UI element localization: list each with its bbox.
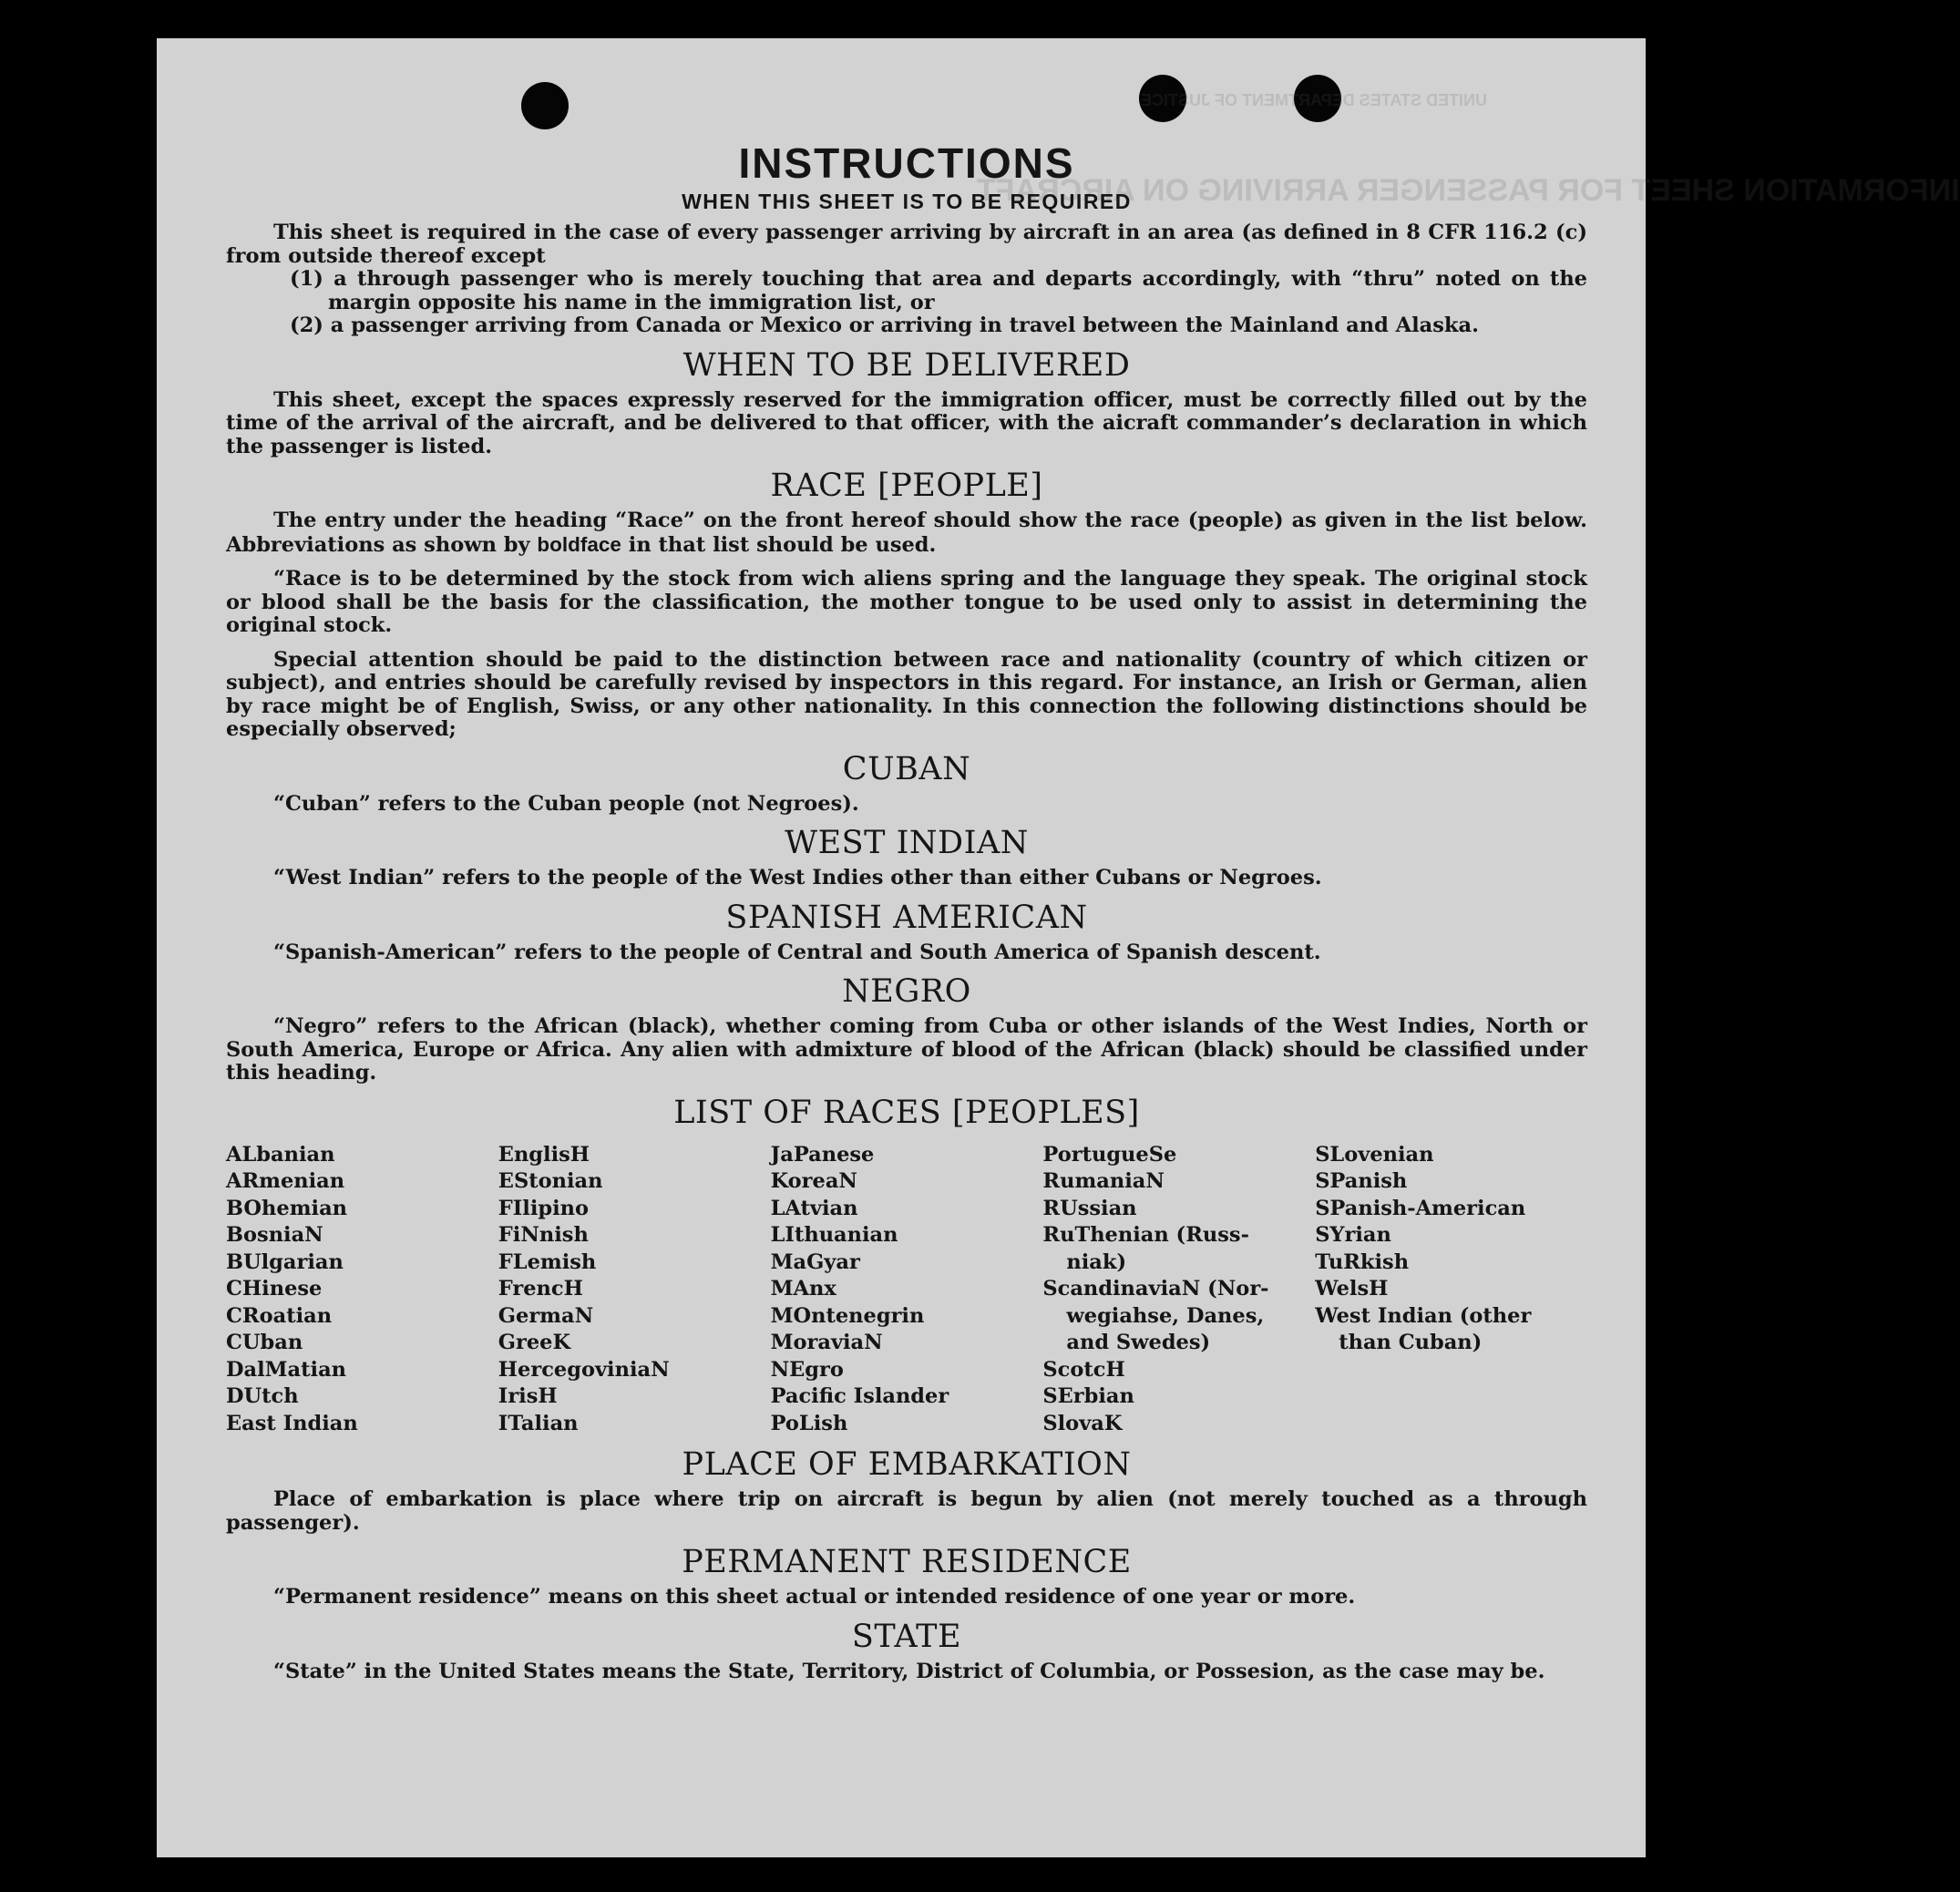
cuban-heading: CUBAN [842, 750, 971, 787]
residence-text: “Permanent residence” means on this sheet actual or intended residence of one year or more. [273, 1585, 1356, 1609]
race-entry: LAtvian [770, 1196, 858, 1220]
race-heading: RACE [PEOPLE] [770, 468, 1043, 504]
race-entry-continuation: and Swedes) [1066, 1331, 1211, 1354]
punch-hole [521, 82, 569, 129]
race-entry: WelsH [1315, 1277, 1389, 1301]
race-entry: SLovenian [1315, 1142, 1434, 1167]
race-entry: FiNnish [498, 1223, 589, 1247]
instructions-title: INSTRUCTIONS [738, 139, 1075, 187]
race-entry: GreeK [498, 1331, 571, 1354]
race-entry: East Indian [226, 1411, 358, 1435]
race-entry: KoreaN [770, 1169, 857, 1193]
required-exception-2: (2) a passenger arriving from Canada or Mexico or arriving in travel between the Mainland and Alaska. [290, 314, 1479, 337]
race-entry: NEgro [770, 1357, 844, 1382]
west-indian-heading: WEST INDIAN [785, 825, 1029, 861]
delivered-heading: WHEN TO BE DELIVERED [682, 346, 1131, 384]
race-entry: MOntenegrin [770, 1303, 925, 1328]
race-entry: HercegoviniaN [498, 1357, 670, 1382]
race-entry: ALbanian [226, 1142, 335, 1167]
race-entry: BosniaN [226, 1223, 323, 1247]
race-entry: RUssian [1042, 1196, 1137, 1220]
race-entry: FIlipino [498, 1196, 590, 1220]
embarkation-text: Place of embarkation is place where trip on aircraft is begun by alien (not merely touched as a through passenger). [226, 1487, 1587, 1535]
race-entry: FrencH [498, 1277, 583, 1301]
negro-text: “Negro” refers to the African (black), whether coming from Cuba or other islands of the West Indies, North or South America, Europe or Africa. Any alien with admixture of blood of the African (black) should be classified under this heading. [226, 1014, 1587, 1085]
race-entry: RuThenian (Russ- [1042, 1223, 1249, 1247]
race-entry: CUban [226, 1331, 303, 1354]
race-entry: DUtch [226, 1384, 299, 1408]
race-entry: EnglisH [498, 1142, 590, 1167]
race-entry: West Indian (other [1315, 1303, 1532, 1328]
race-entry-continuation: niak) [1066, 1249, 1127, 1274]
race-entry: CRoatian [226, 1303, 333, 1328]
race-entry: RumaniaN [1042, 1169, 1165, 1193]
race-entry: SYrian [1315, 1223, 1391, 1247]
race-entry: IrisH [498, 1384, 558, 1408]
bleed-through-text: INFORMATION SHEET FOR PASSENGER ARRIVING ON AIRCRAFT [977, 173, 1960, 208]
race-entry-continuation: wegiahse, Danes, [1066, 1303, 1265, 1328]
race-paragraph-2: “Race is to be determined by the stock from wich aliens spring and the language they speak. The original stock or blood shall be the basis for the classification, the mother tongue to be used only to assist in determining the original stock. [226, 567, 1587, 637]
negro-heading: NEGRO [842, 973, 971, 1010]
race-entry: PoLish [770, 1411, 848, 1435]
list-of-races-heading: LIST OF RACES [PEOPLES] [673, 1094, 1140, 1131]
race-entry: LIthuanian [770, 1223, 898, 1247]
races-column-2 [498, 1142, 771, 1438]
races-column-1 [226, 1142, 498, 1438]
race-entry-continuation: than Cuban) [1339, 1331, 1483, 1354]
race-entry: PortugueSe [1042, 1142, 1177, 1167]
west-indian-text: “West Indian” refers to the people of the West Indies other than either Cubans or Negroes. [273, 866, 1322, 889]
race-entry: CHinese [226, 1277, 323, 1301]
race-entry: GermaN [498, 1303, 594, 1328]
race-entry: TuRkish [1315, 1249, 1410, 1274]
race-paragraph-3: Special attention should be paid to the distinction between race and nationality (country of which citizen or subject), and entries should be carefully revised by inspectors in this regard. For instance, an Irish or German, alien by race might be of English, Swiss, or any other nationality. In this connection the following distinctions should be especially observed; [226, 647, 1587, 741]
embarkation-heading: PLACE OF EMBARKATION [682, 1446, 1132, 1483]
race-entry: BUlgarian [226, 1249, 344, 1274]
race-entry: SlovaK [1042, 1411, 1123, 1435]
required-heading: WHEN THIS SHEET IS TO BE REQUIRED [682, 190, 1132, 213]
race-entry: SPanish-American [1315, 1196, 1526, 1220]
race-entry: SPanish [1315, 1169, 1408, 1193]
state-heading: STATE [851, 1618, 962, 1655]
race-entry: FLemish [498, 1249, 597, 1274]
race-entry: DalMatian [226, 1357, 347, 1382]
race-entry: ARmenian [226, 1169, 345, 1193]
race-entry: ScandinaviaN (Nor- [1042, 1277, 1269, 1301]
race-entry: EStonian [498, 1169, 603, 1193]
required-intro: This sheet is required in the case of every passenger arriving by aircraft in an area (as defined in 8 CFR 116.2 (c) from outside thereof except [226, 221, 1587, 268]
races-column-4 [1042, 1142, 1315, 1438]
spanish-american-text: “Spanish-American” refers to the people of Central and South America of Spanish descent. [273, 940, 1321, 964]
race-entry: MAnx [770, 1277, 836, 1301]
delivered-text: This sheet, except the spaces expressly reserved for the immigration officer, must be correctly filled out by the time of the arrival of the aircraft, and be delivered to that officer, with the aicraft commander’s declaration in which the passenger is listed. [226, 387, 1587, 458]
race-entry: MoraviaN [770, 1331, 883, 1354]
document-page [157, 38, 1960, 1857]
required-exception-1: (1) a through passenger who is merely touching that area and departs accordingly, with “thru” noted on the margin opposite his name in the immigration list, or [290, 267, 1587, 314]
cuban-text: “Cuban” refers to the Cuban people (not Negroes). [273, 791, 859, 816]
races-column-5 [1315, 1142, 1587, 1438]
race-entry: MaGyar [770, 1249, 860, 1274]
bleed-through-text: UNITED STATES DEPARTMENT OF JUSTICE [1141, 91, 1488, 109]
residence-heading: PERMANENT RESIDENCE [682, 1544, 1132, 1580]
race-entry: BOhemian [226, 1196, 348, 1220]
race-entry: SErbian [1042, 1384, 1134, 1408]
race-entry: ITalian [498, 1411, 579, 1435]
race-paragraph-1: The entry under the heading “Race” on the front hereof should show the race (people) as given in the list below. Abbreviations as shown by boldface in that list should be used. [226, 509, 1587, 557]
state-text: “State” in the United States means the State, Territory, District of Columbia, or Possesion, as the case may be. [273, 1659, 1545, 1683]
race-entry: ScotcH [1042, 1357, 1125, 1382]
races-column-3 [771, 1142, 1043, 1438]
races-table [226, 1142, 1587, 1438]
race-entry: Pacific Islander [770, 1384, 949, 1408]
spanish-american-heading: SPANISH AMERICAN [725, 899, 1088, 936]
race-entry: JaPanese [770, 1142, 875, 1167]
